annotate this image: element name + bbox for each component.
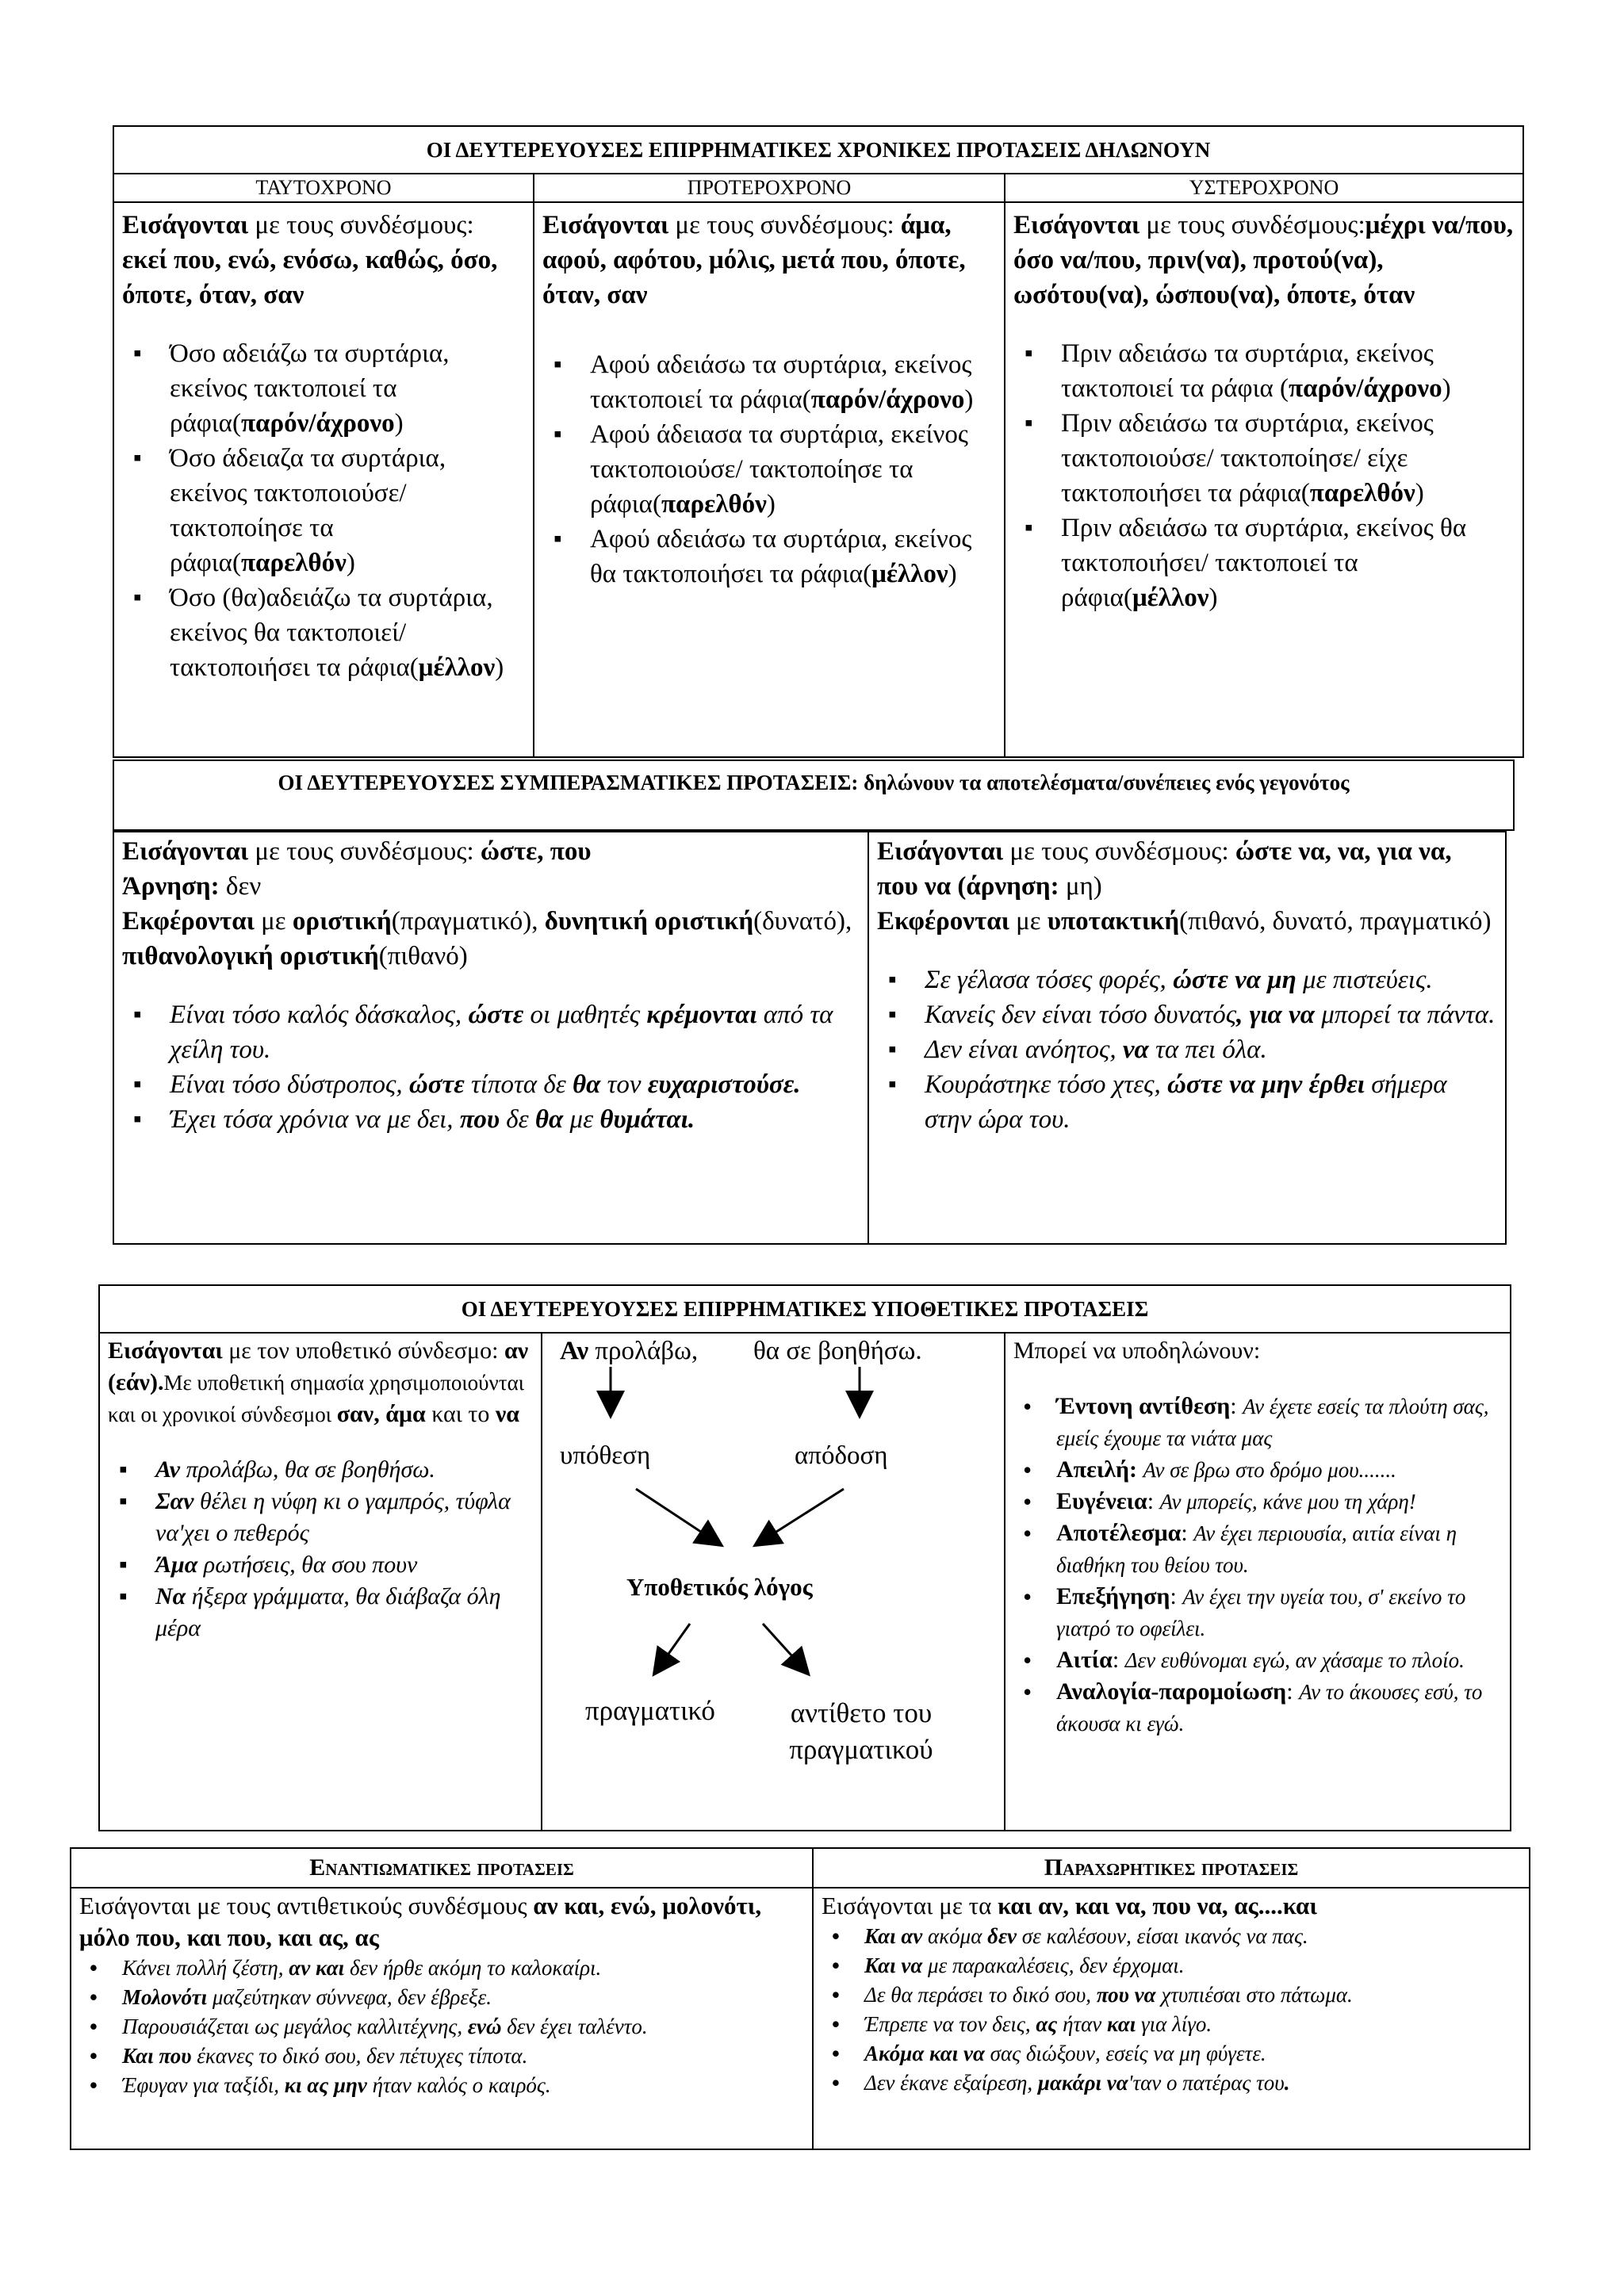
arrow-center-real	[655, 1624, 690, 1673]
list-item: ▪ Σε γέλασα τόσες φορές, ώστε να μη με πιστεύεις.	[877, 962, 1497, 997]
consecutive-clauses-table	[113, 831, 1507, 1245]
list-item: ▪ Άμα ρωτήσεις, θα σου πουν	[108, 1549, 533, 1581]
intro-text: Εισάγονται με τους συνδέσμους: ώστε να, να, για να, που να (άρνηση: μη)	[877, 837, 1452, 901]
list-item: • Παρουσιάζεται ως μεγάλος καλλιτέχνης, ενώ δεν έχει ταλέντο.	[79, 2012, 804, 2042]
list-item: • Επεξήγηση: Αν έχει την υγεία του, σ' εκείνο το γιατρό το οφείλει.	[1013, 1581, 1502, 1644]
conditional-diagram	[542, 1334, 1005, 1830]
arrow-center-contrary	[763, 1624, 807, 1673]
mood-text: Εκφέρονται με υποτακτική(πιθανό, δυνατό, πραγματικό)	[877, 907, 1492, 936]
list-item: • Έφυγαν για ταξίδι, κι ας μην ήταν καλός ο καιρός.	[79, 2071, 804, 2100]
list-item: ▪ Αφού αδειάσω τα συρτάρια, εκείνος τακτοποιεί τα ράφια(παρόν/άχρονο)	[542, 347, 996, 417]
conditional-diagram-cell	[542, 1333, 1005, 1831]
list-item: • Ακόμα και να σας διώξουν, εσείς να μη φύγετε.	[822, 2039, 1521, 2068]
col-posterior	[1005, 202, 1523, 757]
arrow-hypothesis-center	[636, 1489, 720, 1544]
list-item: ▪ Είναι τόσο καλός δάσκαλος, ώστε οι μαθητές κρέμονται από τα χείλη του.	[122, 997, 860, 1067]
list-item: • Αποτέλεσμα: Αν έχει περιουσία, αιτία είναι η διαθήκη του θείου του.	[1013, 1517, 1502, 1581]
list-item: ▪ Όσο αδειάζω τα συρτάρια, εκείνος τακτοποιεί τα ράφια(παρόν/άχρονο)	[122, 336, 525, 441]
conditional-meanings-cell	[1005, 1333, 1511, 1831]
label-contrary-to-fact: αντίθετο του πραγματικού	[789, 1697, 933, 1765]
intro-text: Εισάγονται με τους αντιθετικούς συνδέσμους αν και, ενώ, μολονότι, μόλο που, και που, και ας, ας	[79, 1892, 762, 1951]
list-item: ▪ Πριν αδειάσω τα συρτάρια, εκείνος θα τακτοποιήσει/ τακτοποιεί τα ράφια(μέλλον)	[1013, 511, 1515, 615]
arrow-apodosis-center	[756, 1489, 844, 1544]
intro-text: Εισάγονται με τον υποθετικό σύνδεσμο: αν (εάν).Με υποθετική σημασία χρησιμοποιούνται και οι χρονικοί σύνδεσμοι σαν, άμα και το να	[108, 1337, 529, 1427]
list-item: • Ευγένεια: Αν μπορείς, κάνε μου τη χάρη!	[1013, 1486, 1502, 1517]
conditional-clauses-table	[98, 1284, 1511, 1831]
list-item: ▪ Κουράστηκε τόσο χτες, ώστε να μην έρθει σήμερα στην ώρα του.	[877, 1067, 1497, 1137]
conditional-intro-cell	[99, 1333, 542, 1831]
concessive-clauses-table	[70, 1847, 1530, 2150]
intro-text: Εισάγονται με τους συνδέσμους: εκεί που, ενώ, ενόσω, καθώς, όσο, όποτε, όταν, σαν	[122, 211, 498, 309]
list-item: ▪ Αφού άδειασα τα συρτάρια, εκείνος τακτοποιούσε/ τακτοποίησε τα ράφια(παρελθόν)	[542, 417, 996, 522]
temporal-clauses-table	[113, 125, 1524, 758]
col-head-posterior: ΥΣΤΕΡΟΧΡΟΝΟ	[1005, 174, 1523, 202]
consecutive-subjunctive	[868, 832, 1506, 1244]
conditional-title: ΟΙ ΔΕΥΤΕΡΕΥΟΥΣΕΣ ΕΠΙΡΡΗΜΑΤΙΚΕΣ ΥΠΟΘΕΤΙΚΕΣ ΠΡΟΤΑΣΕΙΣ	[99, 1285, 1511, 1333]
list-item: • Έντονη αντίθεση: Αν έχετε εσείς τα πλούτη σας, εμείς έχουμε τα νιάτα μας	[1013, 1391, 1502, 1454]
negation-text: Άρνηση: δεν	[122, 872, 262, 901]
list-item: • Δεν έκανε εξαίρεση, μακάρι να'ταν ο πατέρας του.	[822, 2068, 1521, 2098]
label-conditional-sentence: Υποθετικός λόγος	[626, 1573, 813, 1601]
concessive-head: Παραχωρητικες προτασεις	[813, 1848, 1530, 1888]
label-apodosis: απόδοση	[795, 1441, 888, 1470]
adversative-head: Εναντιωματικες προτασεις	[71, 1848, 813, 1888]
list-item: • Κάνει πολλή ζέστη, αν και δεν ήρθε ακόμη το καλοκαίρι.	[79, 1954, 804, 1983]
list-item: ▪ Πριν αδειάσω τα συρτάρια, εκείνος τακτοποιεί τα ράφια (παρόν/άχρονο)	[1013, 336, 1515, 406]
consecutive-indicative	[113, 832, 868, 1244]
diagram-apodosis-example: θα σε βοηθήσω.	[753, 1337, 922, 1365]
list-item: • Δε θα περάσει το δικό σου, που να χτυπιέσαι στο πάτωμα.	[822, 1980, 1521, 2010]
diagram-example: Αν προλάβω,	[560, 1337, 699, 1365]
intro-text: Εισάγονται με τους συνδέσμους: άμα, αφού, αφότου, μόλις, μετά που, όποτε, όταν, σαν	[542, 211, 966, 309]
concessive-cell	[813, 1888, 1530, 2149]
list-item: • Αναλογία-παρομοίωση: Αν το άκουσες εσύ, το άκουσα κι εγώ.	[1013, 1676, 1502, 1739]
label-hypothesis: υπόθεση	[560, 1441, 651, 1470]
mood-text: Εκφέρονται με οριστική(πραγματικό), δυνητική οριστική(δυνατό), πιθανολογική οριστική(πιθανό)	[122, 907, 852, 970]
meanings-head: Μπορεί να υποδηλώνουν:	[1013, 1337, 1261, 1364]
list-item: • Απειλή: Αν σε βρω στο δρόμο μου.......	[1013, 1454, 1502, 1486]
list-item: ▪ Να ήξερα γράμματα, θα διάβαζα όλη μέρα	[108, 1581, 533, 1644]
list-item: • Και αν ακόμα δεν σε καλέσουν, είσαι ικανός να πας.	[822, 1922, 1521, 1951]
list-item: • Αιτία: Δεν ευθύνομαι εγώ, αν χάσαμε το πλοίο.	[1013, 1644, 1502, 1676]
list-item: ▪ Σαν θέλει η νύφη κι ο γαμπρός, τύφλα να'χει ο πεθερός	[108, 1486, 533, 1549]
intro-text: Εισάγονται με τους συνδέσμους:μέχρι να/που, όσο να/που, πριν(να), προτού(να), ωσότου(να), ώσπου(να), όποτε, όταν	[1013, 211, 1514, 309]
intro-text: Εισάγονται με τους συνδέσμους: ώστε, που	[122, 837, 592, 866]
consecutive-title-box	[113, 760, 1515, 831]
list-item: ▪ Αν προλάβω, θα σε βοηθήσω.	[108, 1454, 533, 1486]
col-head-simultaneous: ΤΑΥΤΟΧΡΟΝΟ	[113, 174, 534, 202]
list-item: ▪ Όσο (θα)αδειάζω τα συρτάρια, εκείνος θα τακτοποιεί/τακτοποιήσει τα ράφια(μέλλον)	[122, 580, 525, 685]
list-item: ▪ Αφού αδειάσω τα συρτάρια, εκείνος θα τακτοποιήσει τα ράφια(μέλλον)	[542, 522, 996, 591]
consecutive-title-desc: δηλώνουν τα αποτελέσματα/συνέπειες ενός γεγονότος	[864, 771, 1350, 794]
list-item: ▪ Όσο άδειαζα τα συρτάρια, εκείνος τακτοποιούσε/τακτοποίησε τα ράφια(παρελθόν)	[122, 441, 525, 580]
list-item: • Έπρεπε να τον δεις, ας ήταν και για λίγο.	[822, 2010, 1521, 2039]
col-simultaneous	[113, 202, 534, 757]
list-item: ▪ Είναι τόσο δύστροπος, ώστε τίποτα δε θα τον ευχαριστούσε.	[122, 1067, 860, 1102]
list-item: ▪ Έχει τόσα χρόνια να με δει, που δε θα με θυμάται.	[122, 1102, 860, 1137]
intro-text: Εισάγονται με τα και αν, και να, που να, ας....και	[822, 1892, 1317, 1919]
col-head-anterior: ΠΡΟΤΕΡΟΧΡΟΝΟ	[534, 174, 1005, 202]
label-real: πραγματικό	[585, 1695, 715, 1726]
col-anterior	[534, 202, 1005, 757]
list-item: • Μολονότι μαζεύτηκαν σύννεφα, δεν έβρεξε.	[79, 1983, 804, 2012]
list-item: • Και που έκανες το δικό σου, δεν πέτυχες τίποτα.	[79, 2042, 804, 2071]
adversative-cell	[71, 1888, 813, 2149]
temporal-title: ΟΙ ΔΕΥΤΕΡΕΥΟΥΣΕΣ ΕΠΙΡΡΗΜΑΤΙΚΕΣ ΧΡΟΝΙΚΕΣ ΠΡΟΤΑΣΕΙΣ ΔΗΛΩΝΟΥΝ	[113, 126, 1523, 174]
consecutive-title: ΟΙ ΔΕΥΤΕΡΕΥΟΥΣΕΣ ΣΥΜΠΕΡΑΣΜΑΤΙΚΕΣ ΠΡΟΤΑΣΕΙΣ:	[278, 771, 864, 794]
list-item: ▪ Κανείς δεν είναι τόσο δυνατός, για να μπορεί τα πάντα.	[877, 997, 1497, 1032]
list-item: ▪ Πριν αδειάσω τα συρτάρια, εκείνος τακτοποιούσε/ τακτοποίησε/ είχε τακτοποιήσει τα ράφια(παρελθόν)	[1013, 406, 1515, 511]
list-item: ▪ Δεν είναι ανόητος, να τα πει όλα.	[877, 1032, 1497, 1067]
list-item: • Και να με παρακαλέσεις, δεν έρχομαι.	[822, 1951, 1521, 1980]
